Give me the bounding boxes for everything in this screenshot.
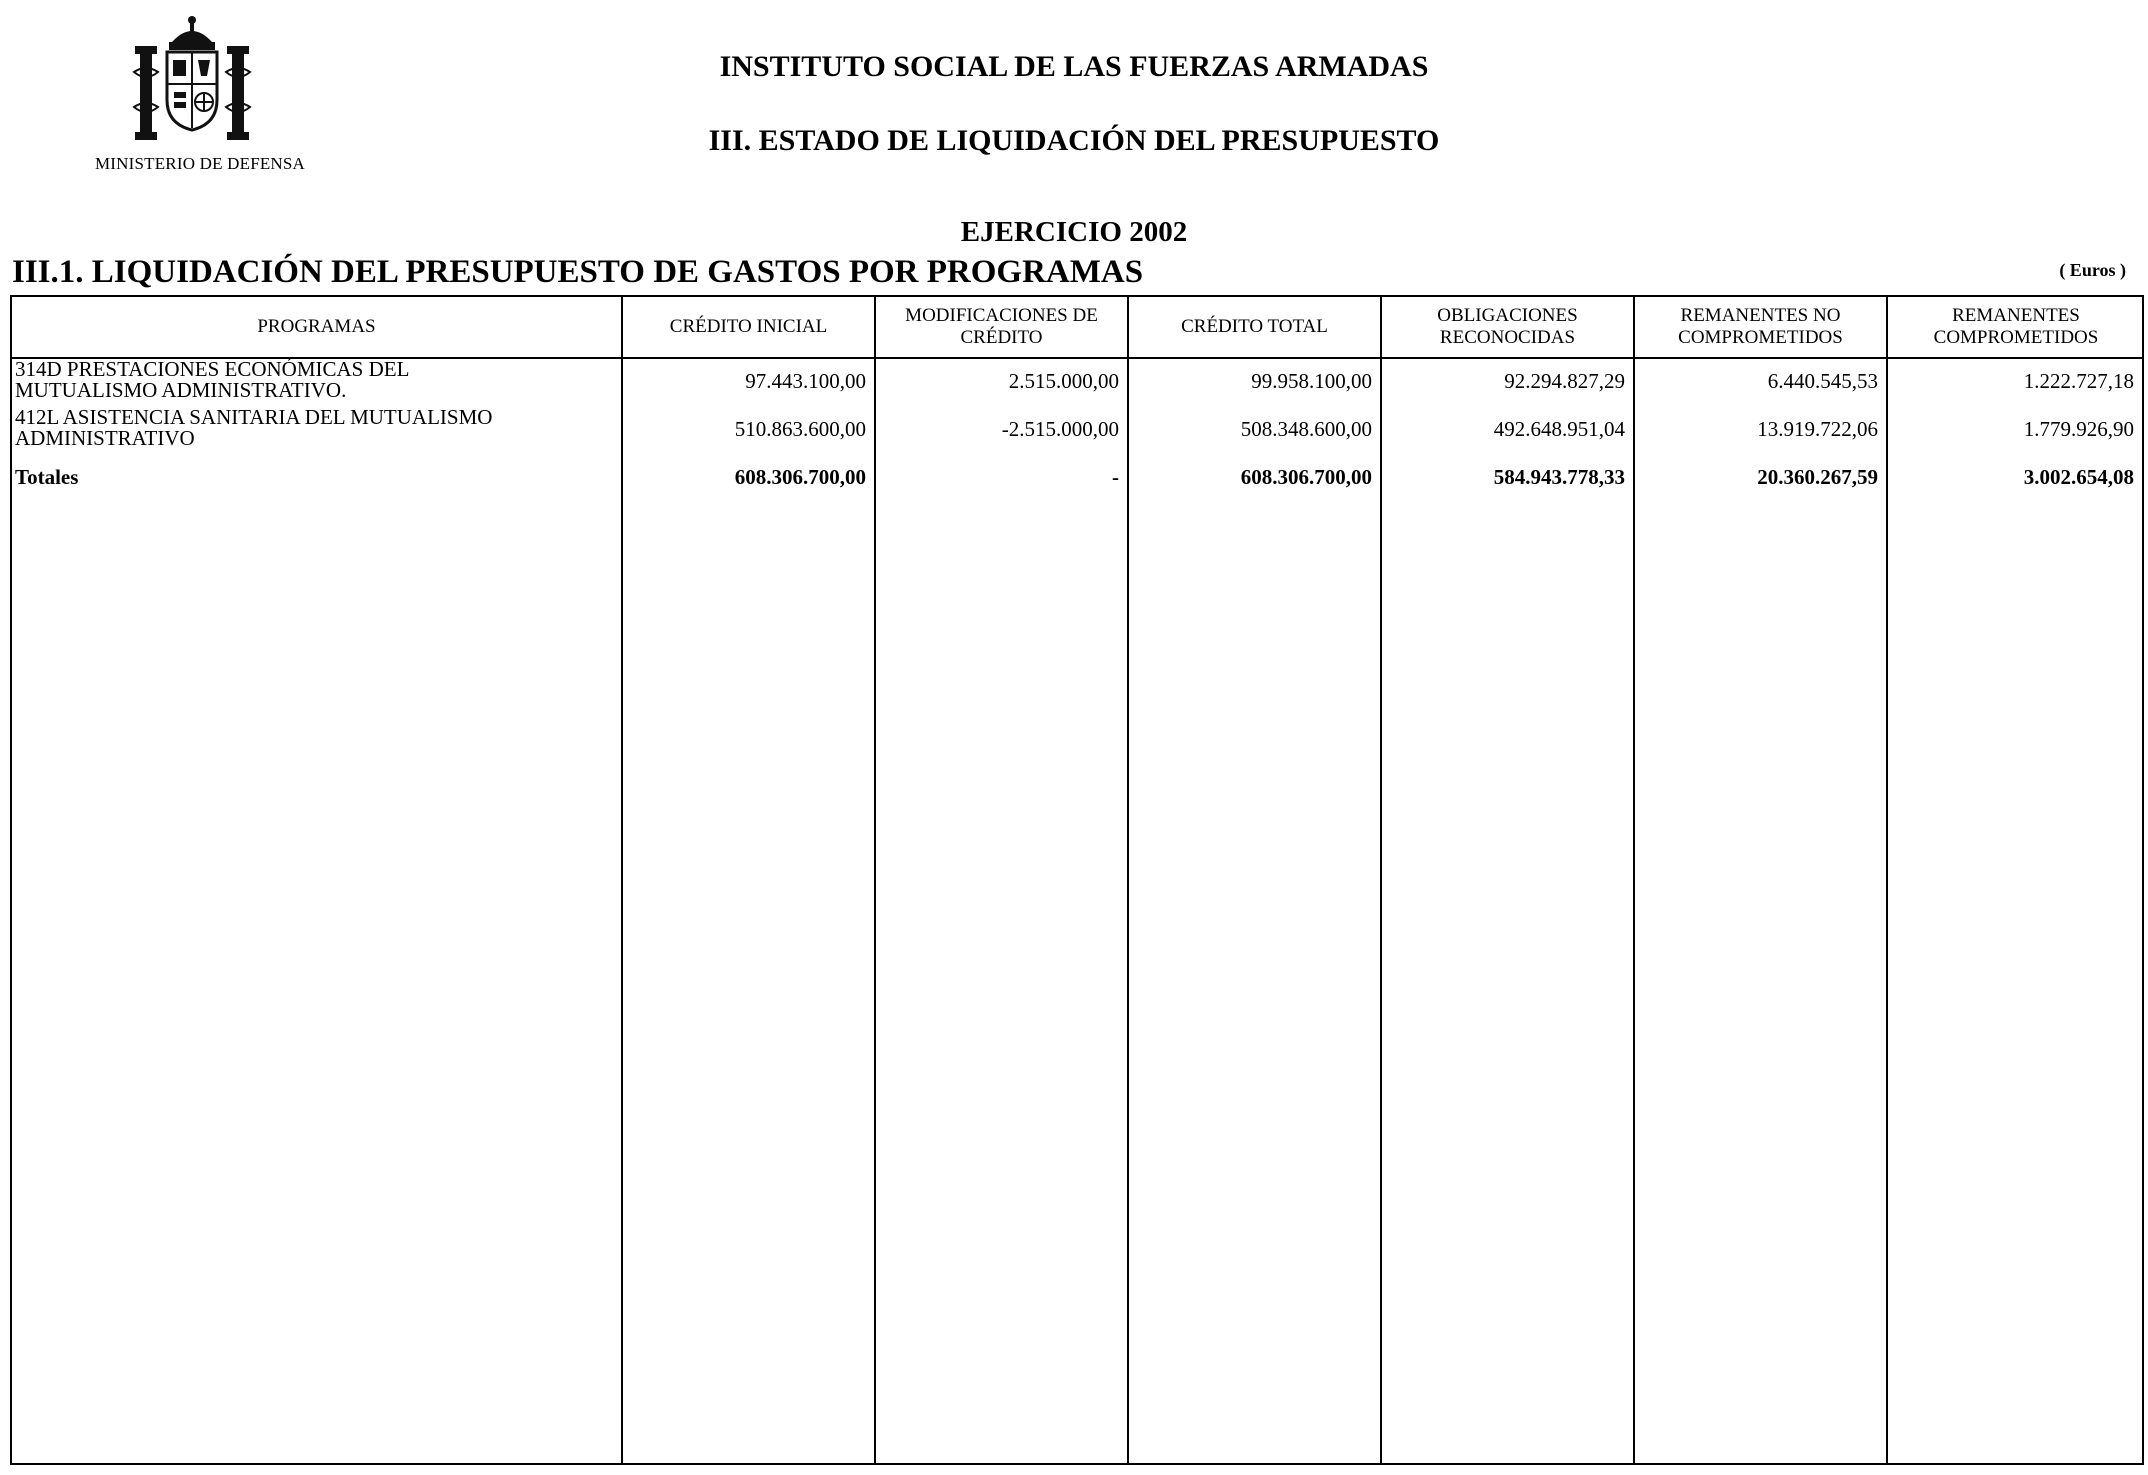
table-cell: -2.515.000,00 bbox=[1001, 417, 1119, 441]
section-title: III.1. LIQUIDACIÓN DEL PRESUPUESTO DE GASTOS POR PROGRAMAS bbox=[12, 254, 1144, 290]
table-cell: 13.919.722,06 bbox=[1757, 417, 1878, 441]
institute-title: INSTITUTO SOCIAL DE LAS FUERZAS ARMADAS bbox=[719, 50, 1429, 83]
column-header-programas: PROGRAMAS bbox=[257, 316, 376, 338]
column-header-credito-inicial: CRÉDITO INICIAL bbox=[669, 316, 828, 338]
ministry-name: MINISTERIO DE DEFENSA bbox=[94, 154, 306, 173]
totals-label: Totales bbox=[15, 465, 79, 489]
column-header-remanentes-comprometidos: REMANENTES COMPROMETIDOS bbox=[1933, 305, 2099, 348]
column-header-modificaciones: MODIFICACIONES DE CRÉDITO bbox=[905, 305, 1098, 348]
table-cell: 492.648.951,04 bbox=[1493, 417, 1625, 441]
table-cell: 510.863.600,00 bbox=[734, 417, 866, 441]
totals-cell: 20.360.267,59 bbox=[1757, 465, 1878, 489]
exercise-year: EJERCICIO 2002 bbox=[960, 216, 1188, 248]
table-cell: 6.440.545,53 bbox=[1767, 369, 1878, 393]
totals-cell: 584.943.778,33 bbox=[1493, 465, 1625, 489]
table-row-program: 314D PRESTACIONES ECONÓMICAS DEL MUTUALISMO ADMINISTRATIVO. bbox=[15, 357, 410, 402]
currency-units: ( Euros ) bbox=[2059, 260, 2126, 280]
table-cell: 508.348.600,00 bbox=[1240, 417, 1372, 441]
table-cell: 99.958.100,00 bbox=[1251, 369, 1372, 393]
table-cell: 92.294.827,29 bbox=[1504, 369, 1625, 393]
table-row-program: 412L ASISTENCIA SANITARIA DEL MUTUALISMO ADMINISTRATIVO bbox=[15, 405, 493, 450]
totals-cell: 3.002.654,08 bbox=[2023, 465, 2134, 489]
column-header-remanentes-no-comprometidos: REMANENTES NO COMPROMETIDOS bbox=[1678, 305, 1843, 348]
column-header-obligaciones: OBLIGACIONES RECONOCIDAS bbox=[1437, 305, 1578, 348]
totals-cell: 608.306.700,00 bbox=[734, 465, 866, 489]
totals-cell: - bbox=[1112, 465, 1119, 489]
totals-cell: 608.306.700,00 bbox=[1240, 465, 1372, 489]
budget-table bbox=[10, 295, 2144, 1465]
table-cell: 1.222.727,18 bbox=[2023, 369, 2134, 393]
table-cell: 97.443.100,00 bbox=[745, 369, 866, 393]
table-cell: 2.515.000,00 bbox=[1008, 369, 1119, 393]
column-header-credito-total: CRÉDITO TOTAL bbox=[1181, 316, 1328, 338]
report-title: III. ESTADO DE LIQUIDACIÓN DEL PRESUPUESTO bbox=[708, 124, 1440, 157]
table-cell: 1.779.926,90 bbox=[2023, 417, 2134, 441]
